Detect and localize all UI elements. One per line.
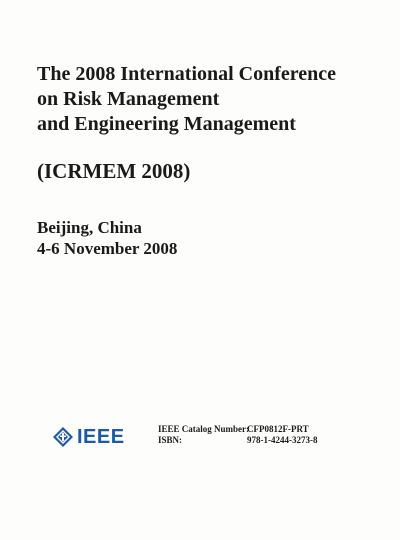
ieee-logo	[52, 426, 125, 448]
ieee-logo-text: IEEE	[77, 426, 125, 448]
isbn-value: 978-1-4244-3273-8	[247, 435, 318, 445]
conference-acronym: (ICRMEM 2008)	[37, 159, 191, 183]
conference-dates: 4-6 November 2008	[37, 239, 178, 258]
title-line-1: The 2008 International Conference	[37, 63, 337, 85]
isbn-label: ISBN:	[158, 435, 183, 445]
title-line-2: on Risk Management	[37, 88, 220, 110]
title-line-3: and Engineering Management	[37, 113, 296, 135]
catalog-number-row	[158, 424, 337, 435]
conference-city: Beijing, China	[37, 218, 142, 237]
isbn-row	[158, 435, 337, 446]
conference-title	[37, 62, 377, 137]
ieee-diamond-icon	[52, 426, 74, 448]
catalog-info	[158, 424, 337, 446]
conference-location	[37, 217, 177, 259]
catalog-number-label: IEEE Catalog Number:	[158, 424, 250, 434]
catalog-number-value: CFP0812F-PRT	[247, 424, 309, 434]
